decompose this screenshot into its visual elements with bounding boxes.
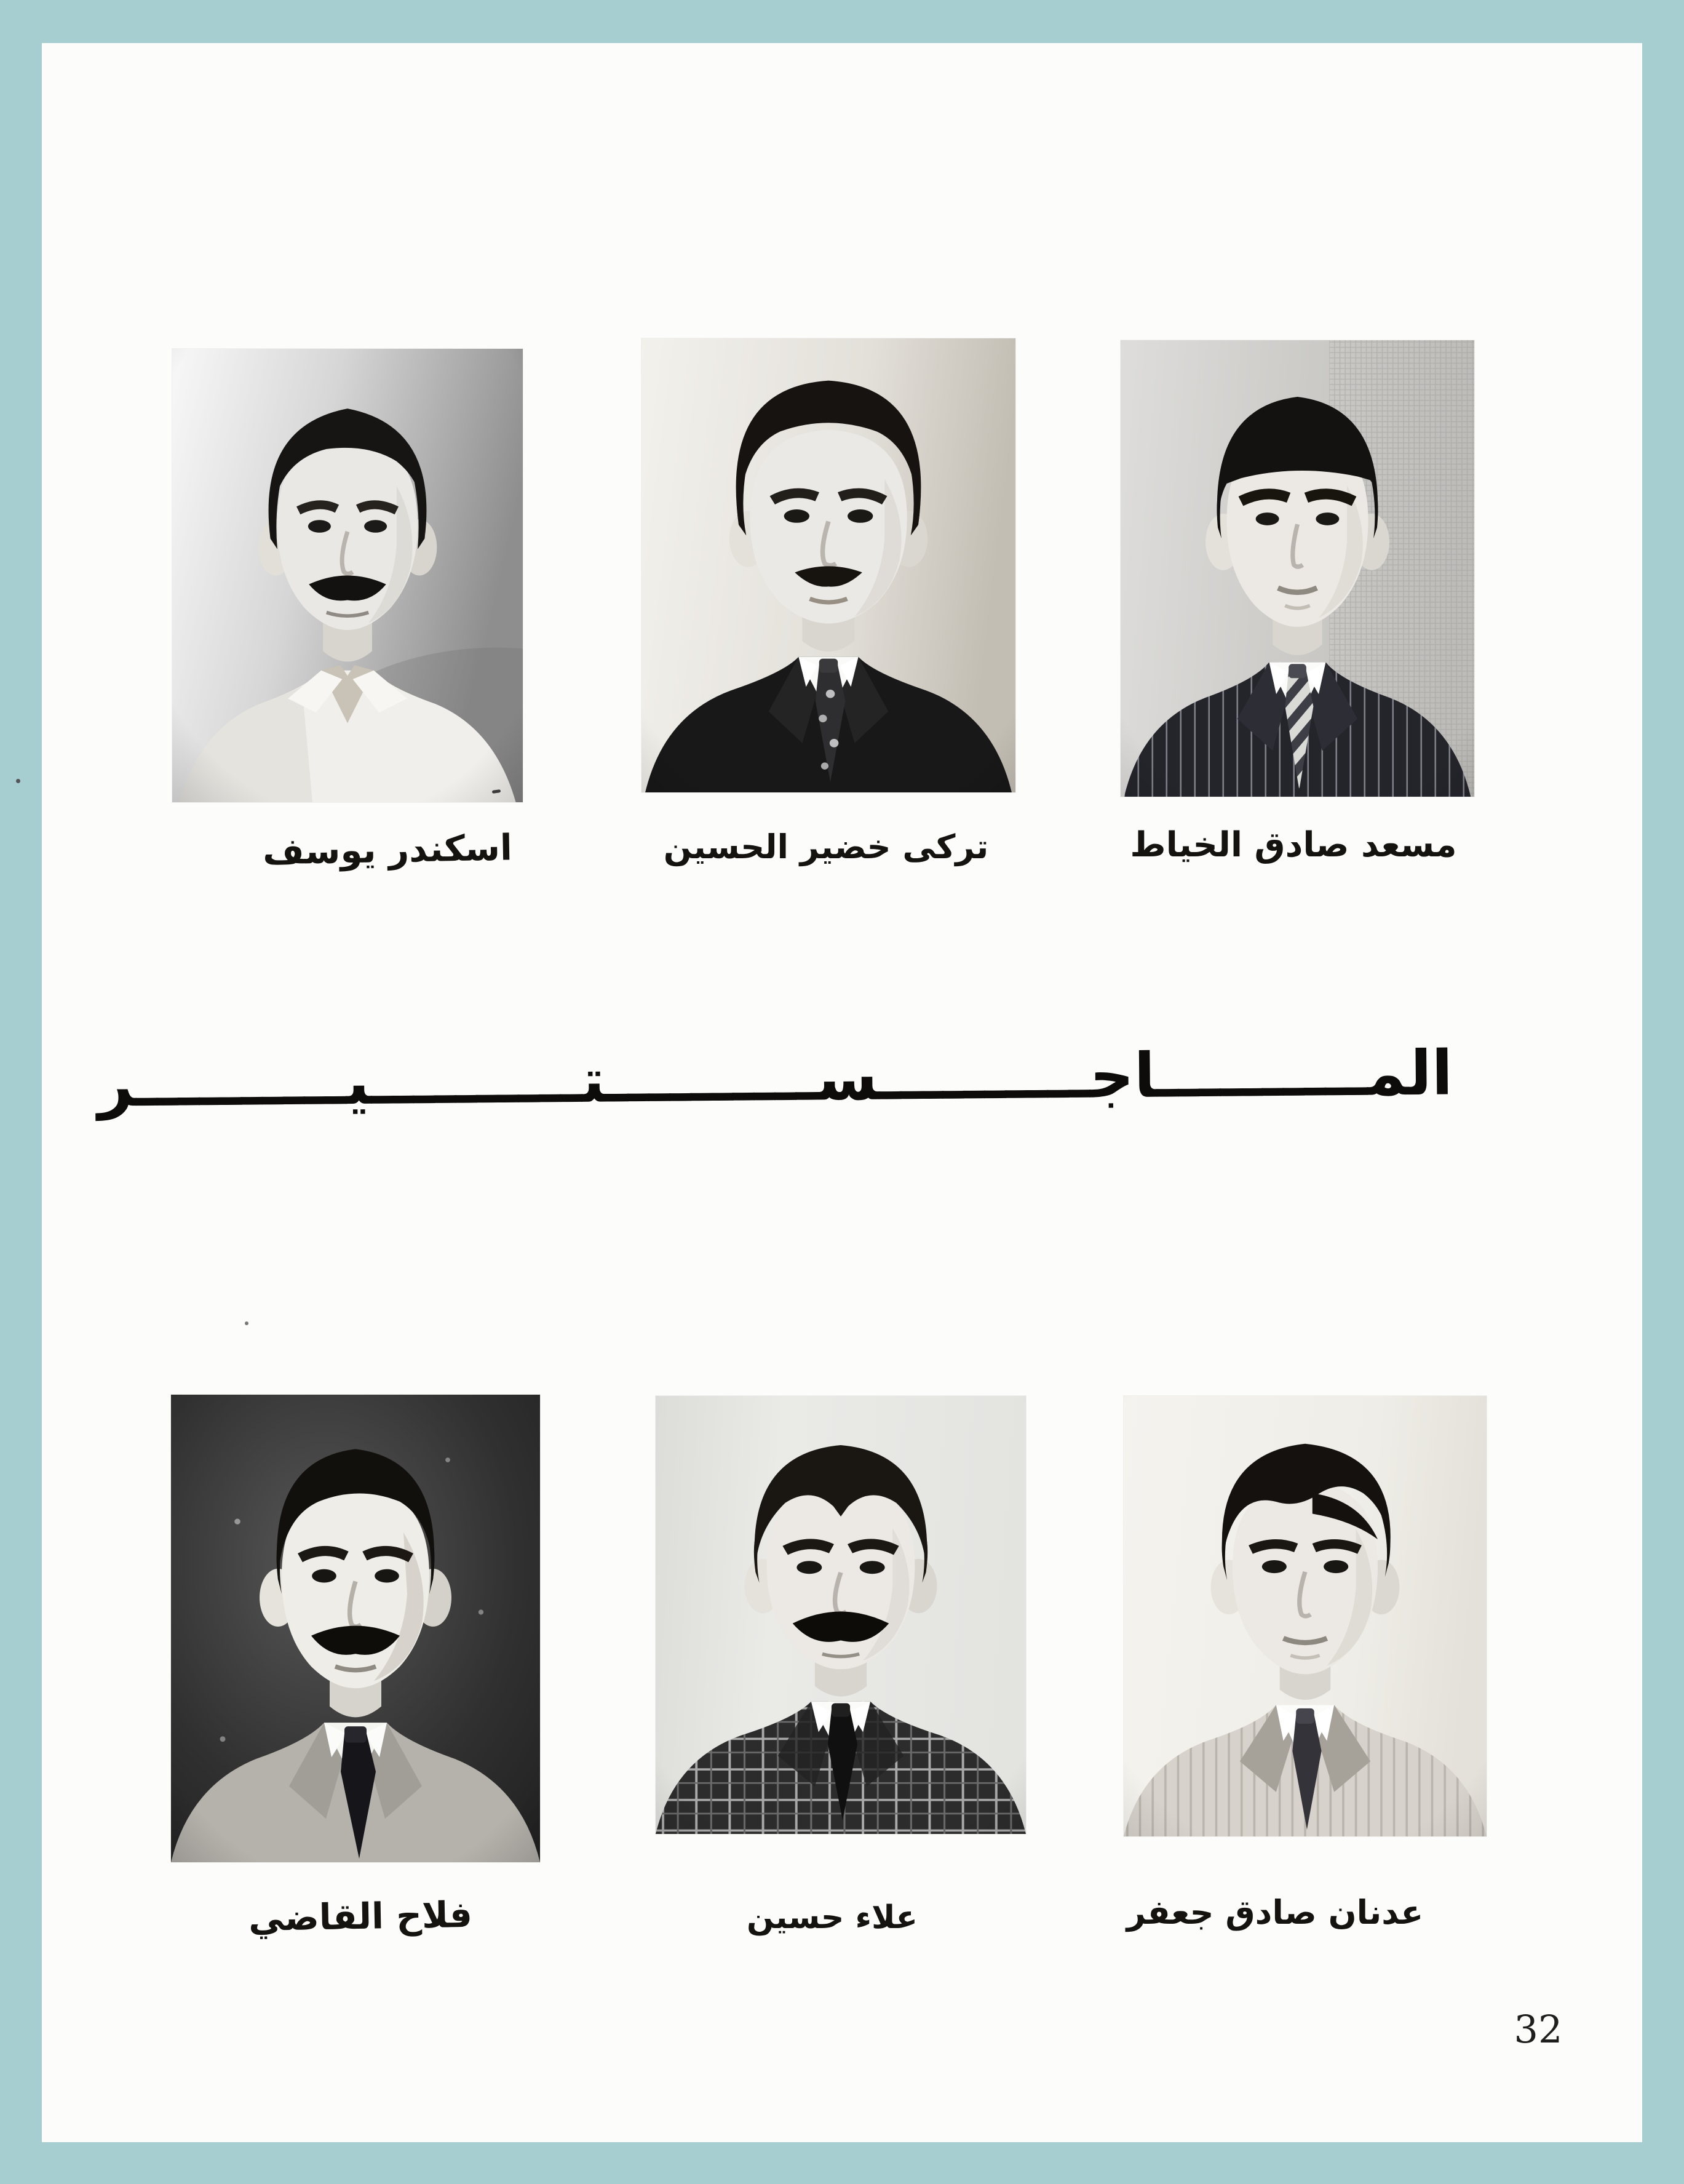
portrait-illustration-1: [172, 349, 523, 802]
caption-musaad-alkhayyat: مسعد صادق الخياط: [1130, 825, 1457, 865]
portrait-photo-musaad-alkhayyat: [1121, 340, 1474, 797]
page-number: 32: [1514, 2007, 1563, 2052]
ink-speck: [16, 779, 20, 783]
caption-adnan-jaafar: عدنان صادق جعفر: [1126, 1893, 1424, 1932]
ink-speck: [245, 1321, 248, 1325]
portrait-illustration-3: [1121, 340, 1474, 797]
portrait-illustration-4: [171, 1395, 540, 1862]
portrait-illustration-5: [656, 1396, 1026, 1834]
portrait-illustration-2: [641, 338, 1015, 792]
portrait-photo-adnan-jaafar: [1124, 1396, 1487, 1836]
portrait-photo-falah-alqadhi: [171, 1395, 540, 1862]
section-title-calligraphy: المــــــــــاجــــــــــســــــــــتــــــــــيــــــــــر: [97, 1037, 1453, 1121]
portrait-photo-iskandar-yousef: [172, 349, 523, 802]
caption-alaa-hussein: علاء حسين: [746, 1899, 918, 1936]
caption-iskandar-yousef: اسكندر يوسف: [262, 826, 513, 873]
caption-turki-khudhair: تركى خضير الحسين: [663, 827, 989, 866]
portrait-illustration-6: [1124, 1396, 1487, 1836]
caption-falah-alqadhi: فلاح القاضي: [248, 1893, 473, 1940]
portrait-photo-alaa-hussein: [656, 1396, 1026, 1834]
portrait-photo-turki-khudhair: [641, 338, 1015, 792]
